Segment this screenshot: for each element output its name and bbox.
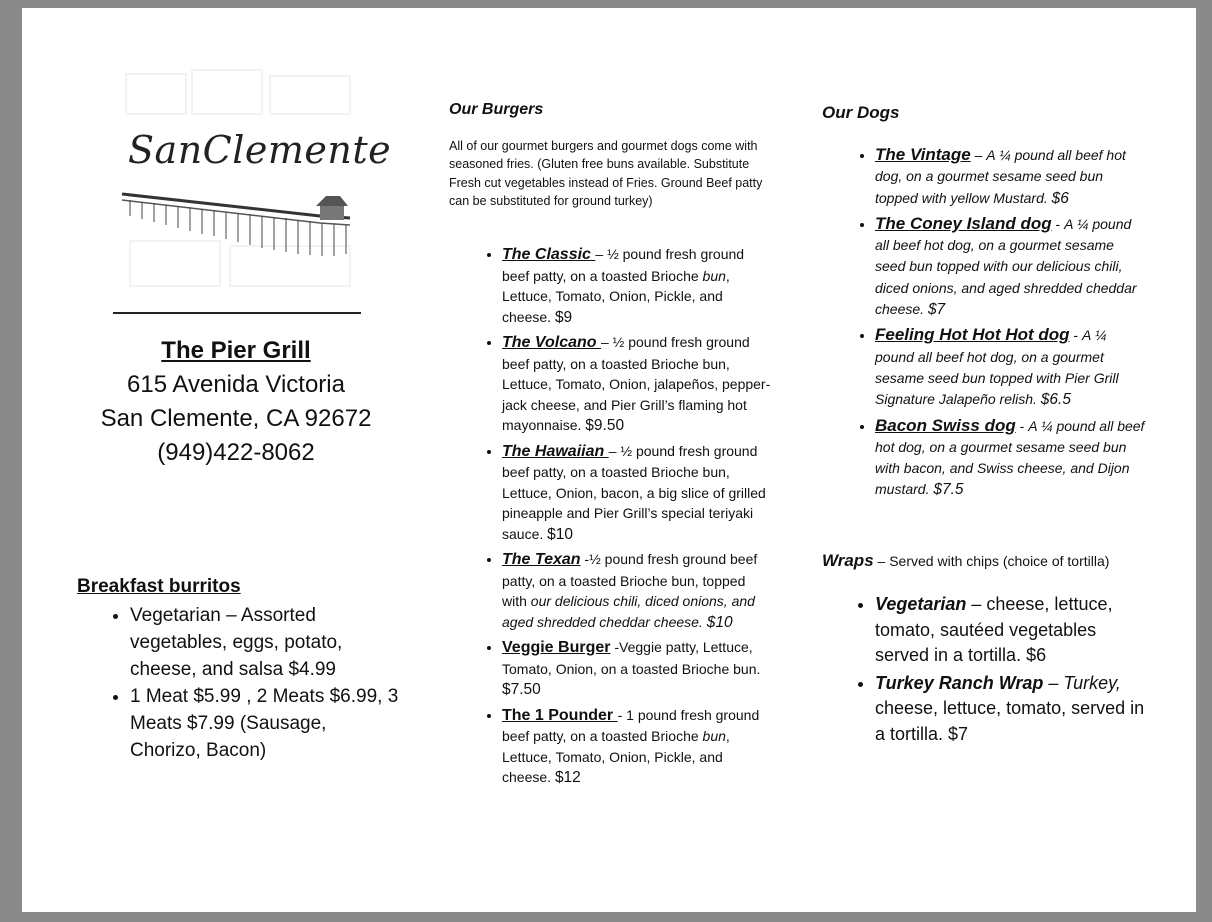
list-item: • 1 Meat $5.99 , 2 Meats $6.99, 3 Meats $7.99 (Sausage, Chorizo, Bacon)	[130, 683, 400, 764]
menu-item	[875, 415, 1145, 501]
item-name: Vegetarian	[875, 594, 967, 614]
logo-script-text: SanClemente	[128, 128, 392, 172]
item-price: $12	[554, 769, 581, 786]
item-sep: –	[970, 147, 987, 163]
street-address: 615 Avenida Victoria	[127, 371, 345, 398]
item-desc: A ¼ pound all beef hot dog, on a gourmet sesame seed bun topped with Pier Grill Signature Jalapeño relish.	[875, 327, 1119, 408]
wraps-title: Wraps	[822, 551, 874, 570]
menu-item	[875, 671, 1147, 748]
item-name: The Volcano	[502, 334, 601, 351]
restaurant-address-block	[76, 334, 396, 470]
item-sep: -	[1051, 215, 1065, 232]
city-state-zip: San Clemente, CA 92672	[100, 405, 372, 432]
item-desc: 1 pound fresh ground beef patty, on a toasted Brioche	[502, 706, 760, 744]
item-name: Turkey Ranch Wrap	[875, 672, 1044, 693]
item-desc: bun	[702, 728, 726, 744]
item-name: The Hawaiian	[502, 442, 609, 460]
phone-number: (949)422-8062	[157, 439, 315, 466]
item-name: Feeling Hot Hot Hot dog	[875, 325, 1070, 345]
list-item: • Vegetarian – Assorted vegetables, eggs, potato, cheese, and salsa $4.99	[130, 602, 400, 683]
item-desc: ½ pound fresh ground beef patty, on a toasted Brioche bun, Lettuce, Onion, bacon, a big slice of grilled pineapple and Pier Grill’s special teriyaki sauce.	[502, 442, 766, 542]
menu-item	[875, 144, 1145, 209]
item-price: $9.50	[585, 417, 625, 434]
breakfast-list	[104, 602, 400, 764]
item-sep: -	[1015, 417, 1029, 434]
restaurant-name: The Pier Grill	[161, 337, 311, 364]
item-desc: A ¼ pound all beef hot dog, on a gourmet sesame seed bun topped with our delicious chili, diced onions, and aged shredded cheddar cheese.	[875, 215, 1137, 318]
item-desc: , Lettuce, Tomato, Onion, Pickle, and cheese.	[502, 728, 730, 785]
item-desc: A ¼ pound all beef hot dog, on a gourmet sesame seed bun topped with yellow Mustard.	[875, 147, 1126, 206]
item-sep: –	[595, 246, 608, 262]
item-name: Veggie Burger	[502, 639, 611, 656]
item-desc: A ¼ pound all beef hot dog, on a gourmet sesame seed bun with bacon, and Swiss cheese, and Dijon mustard.	[875, 417, 1145, 498]
item-desc: – Turkey,	[1043, 672, 1121, 693]
item-name: The Texan	[502, 551, 581, 568]
breakfast-title: Breakfast burritos	[77, 576, 241, 597]
wraps-subtitle: – Served with chips (choice of tortilla)	[873, 553, 1110, 569]
menu-item	[875, 324, 1145, 410]
item-price: $10	[547, 525, 574, 543]
item-desc: our delicious chili, diced onions, and aged shredded cheddar cheese.	[502, 593, 755, 630]
item-sep: –	[608, 442, 621, 459]
item-name: The 1 Pounder	[502, 706, 618, 724]
item-desc: bun	[702, 267, 726, 284]
item-sep: –	[600, 334, 613, 350]
menu-item	[502, 332, 774, 437]
burgers-intro: All of our gourmet burgers and gourmet dogs come with seasoned fries. (Gluten free buns available. Substitute Fresh cut vegetables instead of Fries. Ground Beef patty can be substituted for ground turkey)	[449, 139, 763, 208]
dogs-title: Our Dogs	[822, 103, 900, 122]
menu-page	[22, 8, 1196, 912]
divider	[113, 312, 361, 314]
menu-item	[502, 637, 774, 701]
item-price: $7	[927, 301, 946, 319]
item-sep: -	[580, 551, 590, 567]
wraps-list	[851, 592, 1147, 749]
wraps-heading	[822, 551, 1109, 571]
item-price: $7.5	[933, 481, 964, 499]
burgers-list	[478, 244, 774, 793]
item-desc: , Lettuce, Tomato, Onion, Pickle, and cheese.	[502, 267, 730, 325]
item-name: Bacon Swiss dog	[875, 415, 1016, 435]
item-desc: – cheese, lettuce, tomato, sautéed vegetables served in a tortilla. $6	[875, 594, 1113, 665]
burgers-title: Our Burgers	[449, 101, 544, 118]
item-name: The Classic	[502, 246, 596, 263]
menu-item	[875, 213, 1145, 320]
item-desc: Veggie patty, Lettuce, Tomato, Onion, on a toasted Brioche bun.	[502, 639, 761, 677]
dogs-list	[851, 144, 1145, 505]
item-desc: cheese, lettuce, tomato, served in a tortilla. $7	[875, 698, 1145, 744]
item-price: $9	[554, 308, 573, 326]
item-sep: -	[1069, 327, 1082, 344]
item-name: The Vintage	[875, 145, 971, 164]
item-price: $6	[1051, 189, 1069, 207]
item-desc: ½ pound fresh ground beef patty, on a toasted Brioche	[502, 246, 745, 284]
menu-item	[502, 549, 774, 633]
menu-item	[502, 244, 774, 328]
pier-illustration	[120, 66, 392, 296]
item-desc: ½ pound fresh ground beef patty, on a toasted Brioche bun, Lettuce, Tomato, Onion, jalapeños, pepper-jack cheese, and Pier Grill’s flaming hot mayonnaise.	[502, 334, 771, 433]
item-desc: ½ pound fresh ground beef patty, on a toasted Brioche bun, topped with	[502, 551, 758, 609]
item-sep: -	[610, 639, 620, 655]
san-clemente-logo	[120, 66, 392, 296]
item-price: $7.50	[502, 681, 541, 698]
item-price: $6.5	[1040, 391, 1071, 409]
item-name: The Coney Island dog	[875, 213, 1052, 233]
menu-item	[875, 592, 1147, 669]
item-sep: -	[617, 706, 627, 723]
menu-item	[502, 705, 774, 789]
menu-item	[502, 441, 774, 546]
item-price: $10	[706, 613, 733, 631]
